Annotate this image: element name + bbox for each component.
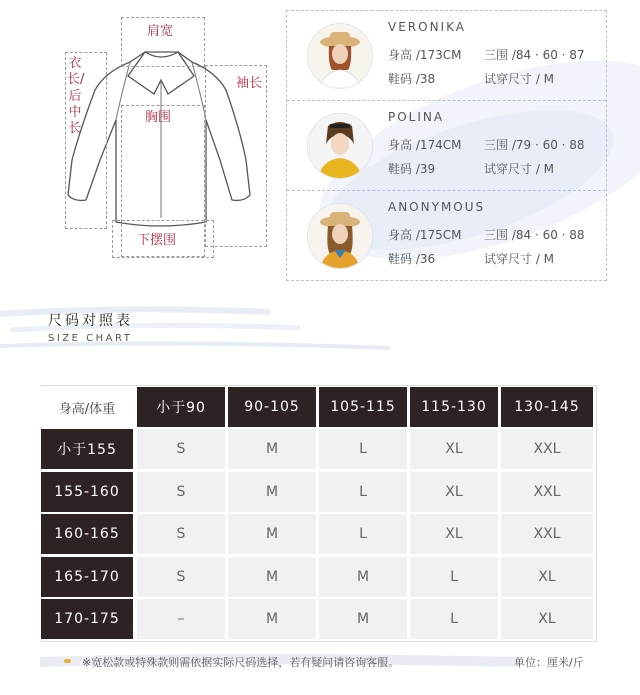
model-measurements: 三围 /79 · 60 · 88 bbox=[484, 138, 585, 152]
model-height: 身高 /175CM bbox=[388, 228, 462, 242]
model-name: ANONYMOUS bbox=[388, 200, 486, 214]
size-cell: XL bbox=[501, 557, 593, 597]
model-card bbox=[287, 11, 606, 100]
size-cell: M bbox=[228, 429, 316, 469]
model-photo-avatar bbox=[307, 113, 373, 179]
model-fit-size: 试穿尺寸 / M bbox=[484, 72, 555, 86]
size-cell: S bbox=[137, 429, 225, 469]
length-label: 衣长/后中长 bbox=[67, 56, 85, 136]
size-chart-title: 尺码对照表 bbox=[48, 313, 133, 329]
height-row-header: 155-160 bbox=[41, 472, 133, 512]
size-cell: XXL bbox=[501, 429, 593, 469]
size-cell: L bbox=[319, 514, 407, 554]
size-cell: M bbox=[319, 599, 407, 639]
size-cell: M bbox=[228, 599, 316, 639]
model-shoe-size: 鞋码 /36 bbox=[388, 252, 436, 266]
size-cell: S bbox=[137, 472, 225, 512]
size-cell: S bbox=[137, 514, 225, 554]
sleeve-label: 袖长 bbox=[236, 76, 263, 91]
size-cell: M bbox=[228, 557, 316, 597]
size-cell: L bbox=[319, 429, 407, 469]
model-measurements: 三围 /84 · 60 · 87 bbox=[484, 48, 585, 62]
weight-column-header: 105-115 bbox=[319, 387, 407, 427]
model-measurements: 三围 /84 · 60 · 88 bbox=[484, 228, 585, 242]
size-cell: M bbox=[228, 472, 316, 512]
model-card bbox=[287, 190, 606, 280]
model-shoe-size: 鞋码 /39 bbox=[388, 162, 436, 176]
size-cell: XL bbox=[410, 429, 498, 469]
size-cell: S bbox=[137, 557, 225, 597]
size-table bbox=[41, 385, 597, 642]
model-fit-size: 试穿尺寸 / M bbox=[484, 162, 555, 176]
size-chart-subtitle: SIZE CHART bbox=[48, 333, 133, 344]
hem-label: 下摆围 bbox=[137, 233, 177, 248]
model-height: 身高 /173CM bbox=[388, 48, 462, 62]
model-name: POLINA bbox=[388, 110, 445, 124]
chest-label: 胸围 bbox=[145, 110, 172, 125]
model-card bbox=[287, 100, 606, 190]
model-height: 身高 /174CM bbox=[388, 138, 462, 152]
size-cell: M bbox=[228, 514, 316, 554]
model-name: VERONIKA bbox=[388, 20, 466, 34]
size-cell: XL bbox=[410, 472, 498, 512]
unit-note: 单位：厘米/斤 bbox=[514, 656, 584, 669]
footer-note: ※宽松款或特殊款则需依据实际尺码选择，若有疑问请咨询客服。 bbox=[82, 656, 400, 669]
size-cell: M bbox=[319, 557, 407, 597]
footer-dot-icon bbox=[64, 659, 71, 663]
size-cell: L bbox=[410, 557, 498, 597]
weight-column-header: 115-130 bbox=[410, 387, 498, 427]
size-cell: XXL bbox=[501, 472, 593, 512]
height-row-header: 165-170 bbox=[41, 557, 133, 597]
height-row-header: 小于155 bbox=[41, 429, 133, 469]
shoulder-label: 肩宽 bbox=[147, 24, 174, 39]
weight-column-header: 130-145 bbox=[501, 387, 593, 427]
model-fit-size: 试穿尺寸 / M bbox=[484, 252, 555, 266]
size-cell: L bbox=[410, 599, 498, 639]
size-cell: XL bbox=[501, 599, 593, 639]
model-info-panel bbox=[286, 10, 607, 281]
height-row-header: 160-165 bbox=[41, 514, 133, 554]
size-cell: XL bbox=[410, 514, 498, 554]
weight-column-header: 90-105 bbox=[228, 387, 316, 427]
model-photo-avatar bbox=[307, 23, 373, 89]
size-cell: L bbox=[319, 472, 407, 512]
size-cell: XXL bbox=[501, 514, 593, 554]
height-row-header: 170-175 bbox=[41, 599, 133, 639]
model-shoe-size: 鞋码 /38 bbox=[388, 72, 436, 86]
size-cell: – bbox=[137, 599, 225, 639]
corner-header: 身高/体重 bbox=[41, 387, 133, 427]
model-photo-avatar bbox=[307, 203, 373, 269]
weight-column-header: 小于90 bbox=[137, 387, 225, 427]
